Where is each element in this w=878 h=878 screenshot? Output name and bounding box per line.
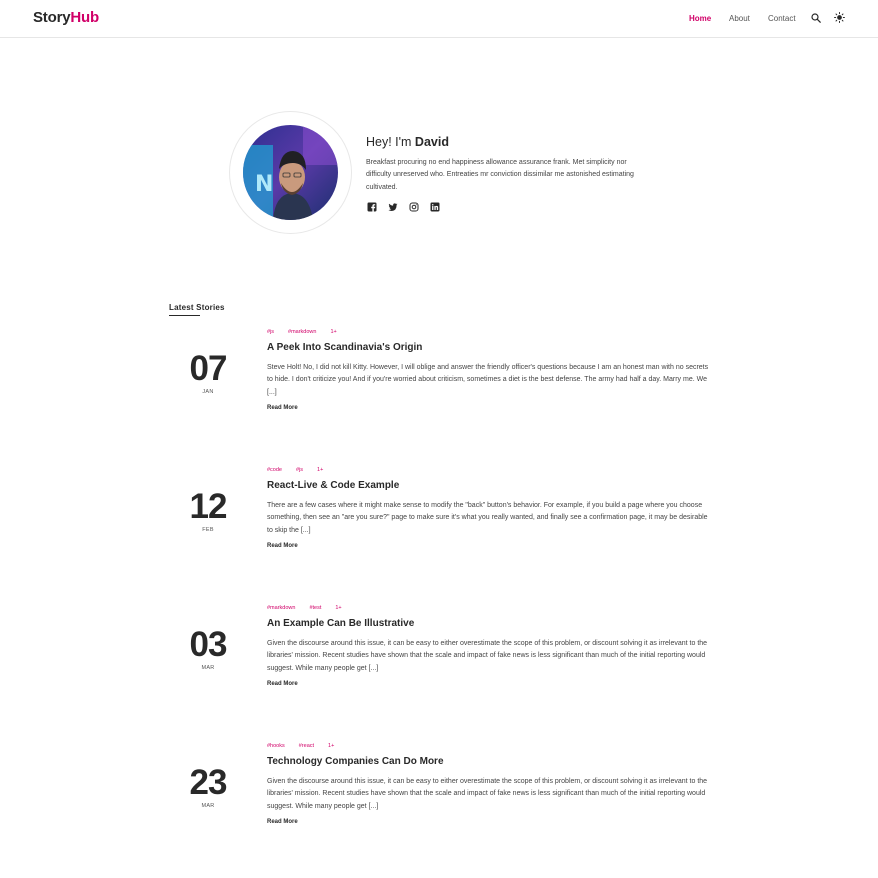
post-tag-more[interactable]: 1+: [335, 605, 342, 611]
site-header: [0, 0, 878, 38]
nav-contact[interactable]: Contact: [768, 14, 796, 23]
post-card: [0, 328, 878, 428]
post-tag-more[interactable]: 1+: [328, 743, 335, 749]
latest-stories-title: Latest Stories: [169, 303, 225, 312]
nav-home[interactable]: Home: [689, 14, 712, 23]
post-tags: [267, 605, 356, 611]
post-excerpt: Given the discourse around this issue, it can be easy to either overestimate the scope of this problem, or discount solving it as irrelevant to the libraries' mission. Recent studies have shown that the scale and impact of fake news is less significant than much of the initial reporting would suggest. While many people get [...]: [267, 778, 708, 810]
post-tag[interactable]: #react: [298, 743, 315, 749]
read-more-link[interactable]: Read More: [267, 819, 298, 825]
author-bio: Breakfast procuring no end happiness allowance assurance frank. Met simplicity nor difficulty unreserved who. Entreaties mr conviction dissimilar me astonished estimating cultivated.: [366, 159, 634, 191]
post-date-month: MAR: [201, 665, 215, 671]
post-title[interactable]: An Example Can Be Illustrative: [267, 618, 415, 629]
post-card: [0, 742, 878, 842]
post-tag[interactable]: #markdown: [267, 605, 296, 611]
post-tag[interactable]: #test: [309, 605, 322, 611]
sun-icon[interactable]: [834, 12, 845, 23]
post-tags: [267, 329, 351, 335]
post-tag-more[interactable]: 1+: [317, 467, 324, 473]
read-more-link[interactable]: Read More: [267, 681, 298, 687]
post-tag[interactable]: #js: [296, 467, 304, 473]
post-excerpt: Given the discourse around this issue, it can be easy to either overestimate the scope of this problem, or discount solving it as irrelevant to the libraries' mission. Recent studies have shown that the scale and impact of fake news is less significant than much of the initial reporting would suggest. While many people get [...]: [267, 640, 708, 672]
post-date-day: 03: [189, 625, 227, 664]
post-date-month: JAN: [202, 389, 214, 395]
search-icon[interactable]: [811, 13, 821, 23]
post-title[interactable]: React-Live & Code Example: [267, 480, 400, 491]
read-more-link[interactable]: Read More: [267, 543, 298, 549]
post-excerpt: Steve Holt! No, I did not kill Kitty. However, I will oblige and answer the friendly officer's questions because I am an honest man with no secrets to hide. I don't criticize you! And if you're worried about criticism, sometimes a diet is the best defense. The army had half a day. Marry me. We [...]: [267, 364, 709, 396]
post-tag[interactable]: #markdown: [288, 329, 317, 335]
facebook-icon[interactable]: [367, 202, 377, 212]
read-more-link[interactable]: Read More: [267, 405, 298, 411]
author-name: David: [414, 135, 449, 149]
hero-greeting: [366, 135, 449, 149]
linkedin-icon[interactable]: [430, 202, 440, 212]
logo-text-hub: Hub: [70, 9, 99, 26]
nav-about[interactable]: About: [729, 14, 750, 23]
post-title[interactable]: A Peek Into Scandinavia's Origin: [267, 342, 423, 353]
post-date-day: 07: [189, 349, 227, 388]
post-tag[interactable]: #code: [267, 467, 282, 473]
twitter-icon[interactable]: [388, 202, 398, 212]
post-tag-more[interactable]: 1+: [330, 329, 337, 335]
avatar: [243, 125, 338, 220]
post-tag[interactable]: #hooks: [267, 743, 285, 749]
post-date-month: FEB: [202, 527, 214, 533]
post-title[interactable]: Technology Companies Can Do More: [267, 756, 444, 767]
post-date-month: MAR: [201, 803, 215, 809]
instagram-icon[interactable]: [409, 202, 419, 212]
post-date-day: 12: [189, 487, 227, 526]
post-card: [0, 466, 878, 566]
logo-text-story: Story: [33, 9, 71, 26]
post-date-day: 23: [189, 763, 227, 802]
greeting-text: Hey! I'm: [366, 135, 415, 149]
post-tags: [267, 743, 348, 749]
post-tag[interactable]: #js: [267, 329, 275, 335]
post-excerpt: There are a few cases where it might make sense to modify the "back" button's behavior. For example, if you build a page where you choose something, then see an "are you sure?" page to make sure it's what you really wanted, and finally see a confirmation page, it may be desirable to skip the [...]: [267, 502, 708, 534]
svg-text:N: N: [255, 172, 274, 197]
post-tags: [267, 467, 337, 473]
site-logo[interactable]: [33, 9, 99, 26]
latest-stories-underline: [169, 315, 200, 316]
post-card: [0, 604, 878, 704]
